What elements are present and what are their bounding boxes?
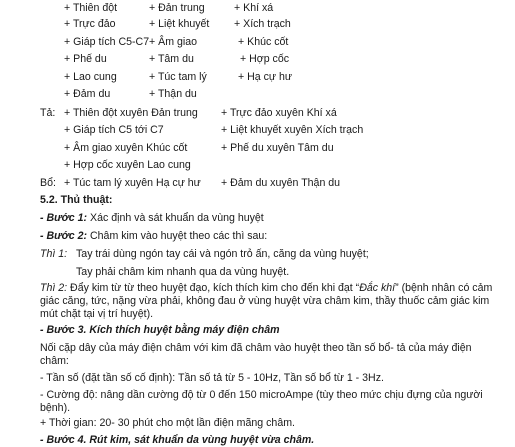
thi-2-text-a: Đẩy kim từ từ theo huyệt đạo, kích thích kim cho đến khi đạt “ bbox=[67, 282, 360, 294]
point-item: + Khúc cốt bbox=[238, 36, 289, 48]
point-item: + Túc tam lý bbox=[149, 71, 207, 83]
point-item: + Thận du bbox=[149, 88, 197, 100]
time-line: + Thời gian: 20- 30 phút cho một lần điện mãng châm. bbox=[40, 417, 295, 429]
thi-2-text-b: ” (bệnh nhân có cảm bbox=[395, 282, 493, 294]
point-item: + Âm giao bbox=[149, 36, 197, 48]
thi-2-line-2: giác căng, tức, nặng vừa phải, không đau ở vùng huyệt vừa châm kim, thầy thuốc cảm giác kim bbox=[40, 295, 490, 307]
step-1-label: - Bước 1: bbox=[40, 212, 88, 224]
step-3-paragraph-line-1: Nối cặp dây của máy điện châm với kim đã châm vào huyệt theo tần số bổ- tả của máy điện bbox=[40, 342, 472, 354]
point-item: + Giáp tích C5-C7 bbox=[64, 36, 150, 48]
thi-2-line-3: mút chặt tại vị trí huyệt). bbox=[40, 308, 154, 320]
point-item: + Tâm du bbox=[149, 53, 194, 65]
step-1 bbox=[40, 211, 264, 225]
bo-item: + Đảm du xuyên Thận du bbox=[221, 177, 341, 189]
thi-2-line-1 bbox=[40, 281, 492, 295]
ta-item: + Âm giao xuyên Khúc cốt bbox=[64, 142, 188, 154]
ta-item: + Trực đảo xuyên Khí xá bbox=[221, 107, 337, 119]
frequency-line: - Tần số (đặt tần số cố định): Tần số tả từ 5 - 10Hz, Tần số bổ từ 1 - 3Hz. bbox=[40, 372, 384, 384]
step-2 bbox=[40, 229, 267, 243]
point-item: + Xích trạch bbox=[234, 18, 291, 30]
ta-item: + Giáp tích C5 tới C7 bbox=[64, 124, 164, 136]
thi-2-label: Thì 2: bbox=[40, 282, 68, 294]
point-item: + Lao cung bbox=[64, 71, 117, 83]
thi-1-line-2: Tay phải châm kim nhanh qua da vùng huyệt. bbox=[76, 266, 290, 278]
step-1-text: Xác định và sát khuẩn da vùng huyệt bbox=[87, 212, 264, 224]
point-item: + Trực đảo bbox=[64, 18, 116, 30]
intensity-line-2: bệnh). bbox=[40, 402, 71, 414]
point-item: + Thiên đột bbox=[64, 2, 118, 14]
point-item: + Liệt khuyết bbox=[149, 18, 210, 30]
point-item: + Phế du bbox=[64, 53, 107, 65]
step-3-heading: - Bước 3. Kích thích huyệt bằng máy điện châm bbox=[40, 324, 280, 336]
intensity-line-1: - Cường độ: nâng dần cường độ từ 0 đến 150 microAmpe (tùy theo mức chịu đựng của người bbox=[40, 389, 483, 401]
point-item: + Khí xá bbox=[234, 2, 274, 14]
thi-2-deqi: Đắc khí bbox=[359, 282, 396, 294]
ta-label: Tả: bbox=[40, 107, 56, 119]
ta-item: + Liệt khuyết xuyên Xích trạch bbox=[221, 124, 364, 136]
point-item: + Hợp cốc bbox=[240, 53, 290, 65]
ta-item: + Phế du xuyên Tâm du bbox=[221, 142, 334, 154]
section-heading: 5.2. Thủ thuật: bbox=[40, 194, 113, 206]
step-3-paragraph-line-2: châm: bbox=[40, 355, 69, 367]
point-item: + Hạ cự hư bbox=[238, 71, 292, 83]
bo-item: + Túc tam lý xuyên Hạ cự hư bbox=[64, 177, 201, 189]
step-4-heading: - Bước 4. Rút kim, sát khuẩn da vùng huyệt vừa châm. bbox=[40, 434, 315, 446]
step-2-text: Châm kim vào huyệt theo các thì sau: bbox=[87, 230, 268, 242]
thi-1-line-1: Tay trái dùng ngón tay cái và ngón trỏ ấn, căng da vùng huyệt; bbox=[76, 248, 369, 260]
ta-item: + Hợp cốc xuyên Lao cung bbox=[64, 159, 191, 171]
point-item: + Đảm du bbox=[64, 88, 111, 100]
step-2-label: - Bước 2: bbox=[40, 230, 88, 242]
point-item: + Đản trung bbox=[149, 2, 205, 14]
ta-item: + Thiên đột xuyên Đản trung bbox=[64, 107, 198, 119]
bo-label: Bổ: bbox=[40, 177, 56, 189]
thi-1-label: Thì 1: bbox=[40, 248, 68, 260]
